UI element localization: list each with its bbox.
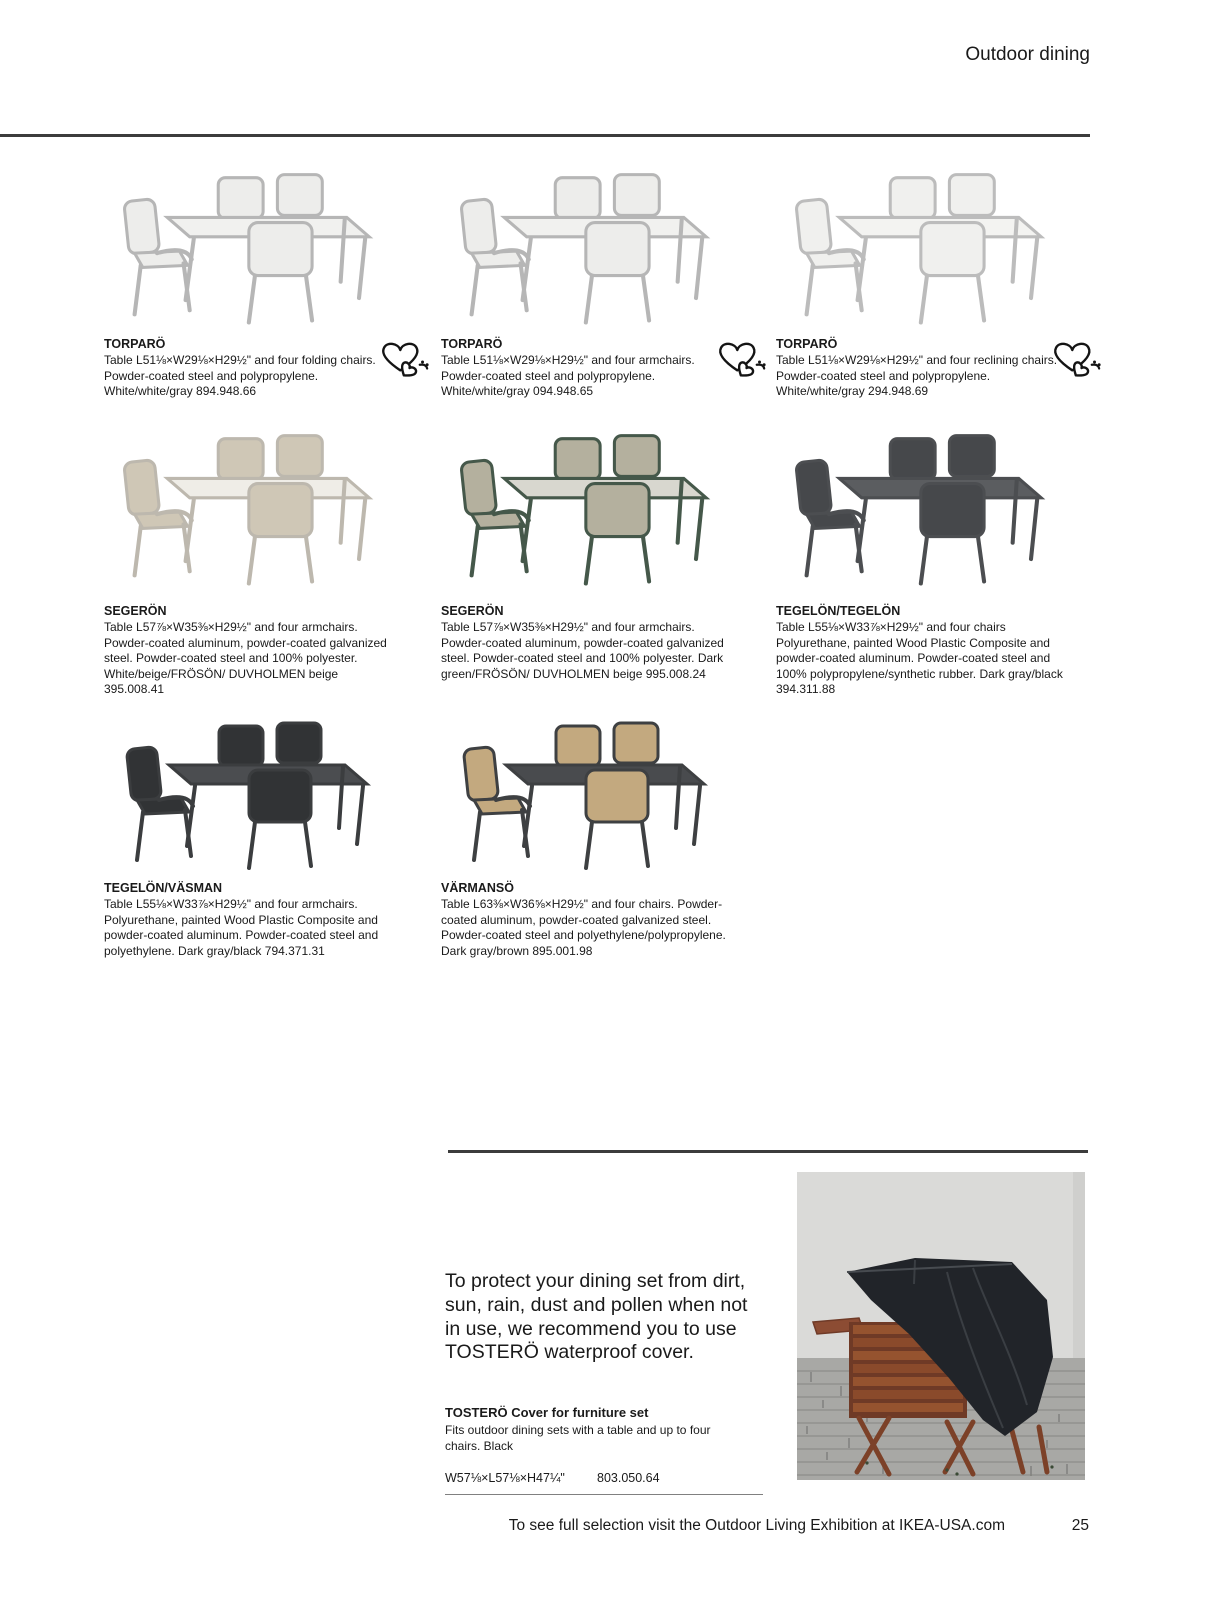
article-number: 094.948.65 [533, 384, 594, 399]
article-number: 995.008.24 [645, 666, 706, 681]
hearts-icon [713, 337, 769, 387]
header-divider [0, 134, 1090, 137]
article-number: 894.948.66 [196, 384, 257, 399]
product-name: TEGELÖN/VÄSMAN [104, 881, 223, 895]
product-image [441, 413, 747, 601]
product-description: Table L51⅛×W29⅛×H29½" and four folding chairs. Powder-coated steel and polypropylene. White/white/gray 894.948.66 [104, 353, 376, 399]
product-card [441, 413, 773, 682]
promo-text: To protect your dining set from dirt, sun, rain, dust and pollen when not in use, we recommend you to use TOSTERÖ waterproof cover. [445, 1270, 748, 1364]
product-image [441, 158, 747, 334]
product-card [104, 708, 436, 959]
product-description: Table L51⅛×W29⅛×H29½" and four reclining chairs. Powder-coated steel and polypropylene. White/white/gray 294.948.69 [776, 353, 1058, 399]
product-description: Table L55⅛×W33⅞×H29½" and four chairs Polyurethane, painted Wood Plastic Composite and powder-coated aluminum. Powder-coated steel and 100% polypropylene/synthetic rubber. Dark gray/black 394.311.88 [776, 620, 1063, 697]
product-name: VÄRMANSÖ [441, 881, 514, 895]
product-name: TORPARÖ [776, 337, 838, 351]
cover-photo [797, 1172, 1085, 1480]
page-title: Outdoor dining [965, 44, 1090, 65]
product-name: SEGERÖN [441, 604, 504, 618]
article-number: 394.311.88 [776, 682, 836, 697]
dimensions: W57⅛×L57⅛×H47¼" [445, 1471, 565, 1486]
promo-product-name: TOSTERÖ Cover for furniture set [445, 1405, 649, 1420]
article-number: 395.008.41 [104, 682, 165, 697]
product-image [776, 158, 1082, 334]
product-name: TORPARÖ [104, 337, 166, 351]
article-number: 803.050.64 [597, 1471, 660, 1486]
product-image [776, 413, 1082, 601]
product-description: Table L63⅜×W36⅝×H29½" and four chairs. Powder-coated aluminum, powder-coated galvanized steel. Powder-coated steel and polyethylene/polypropylene. Dark gray/brown 895.001.98 [441, 897, 726, 958]
product-name: TORPARÖ [441, 337, 503, 351]
product-description: Table L57⅞×W35⅜×H29½" and four armchairs. Powder-coated aluminum, powder-coated galvanized steel. Powder-coated steel and 100% polyester. Dark green/FRÖSÖN/ DUVHOLMEN beige 995.008.24 [441, 620, 724, 681]
article-number: 294.948.69 [868, 384, 929, 399]
product-card [776, 158, 1108, 400]
product-card [776, 413, 1108, 698]
promo-product-description: Fits outdoor dining sets with a table and up to four chairs. Black [445, 1423, 711, 1453]
page-number: 25 [1071, 1517, 1089, 1534]
product-description: Table L51⅛×W29⅛×H29½" and four armchairs. Powder-coated steel and polypropylene. White/white/gray 094.948.65 [441, 353, 695, 399]
footer-note: To see full selection visit the Outdoor Living Exhibition at IKEA-USA.com [508, 1517, 1005, 1534]
product-description: Table L55⅛×W33⅞×H29½" and four armchairs. Polyurethane, painted Wood Plastic Composite and powder-coated aluminum. Powder-coated steel and polyethylene. Dark gray/black 794.371.31 [104, 897, 379, 958]
promo-product-card [445, 1405, 763, 1495]
dimensions-row [445, 1471, 763, 1495]
product-card [104, 158, 436, 400]
product-description: Table L57⅞×W35⅜×H29½" and four armchairs. Powder-coated aluminum, powder-coated galvanized steel. Powder-coated steel and 100% polyester. White/beige/FRÖSÖN/ DUVHOLMEN beige 395.008.41 [104, 620, 387, 697]
hearts-icon [1048, 337, 1104, 387]
product-name: TEGELÖN/TEGELÖN [776, 604, 901, 618]
product-card [104, 413, 436, 698]
product-image [104, 708, 410, 878]
product-card [441, 708, 773, 959]
article-number: 895.001.98 [532, 943, 593, 958]
product-image [441, 708, 747, 878]
article-number: 794.371.31 [264, 943, 325, 958]
product-card [441, 158, 773, 400]
product-name: SEGERÖN [104, 604, 167, 618]
product-image [104, 158, 410, 334]
hearts-icon [376, 337, 432, 387]
product-image [104, 413, 410, 601]
section-divider [448, 1150, 1088, 1153]
